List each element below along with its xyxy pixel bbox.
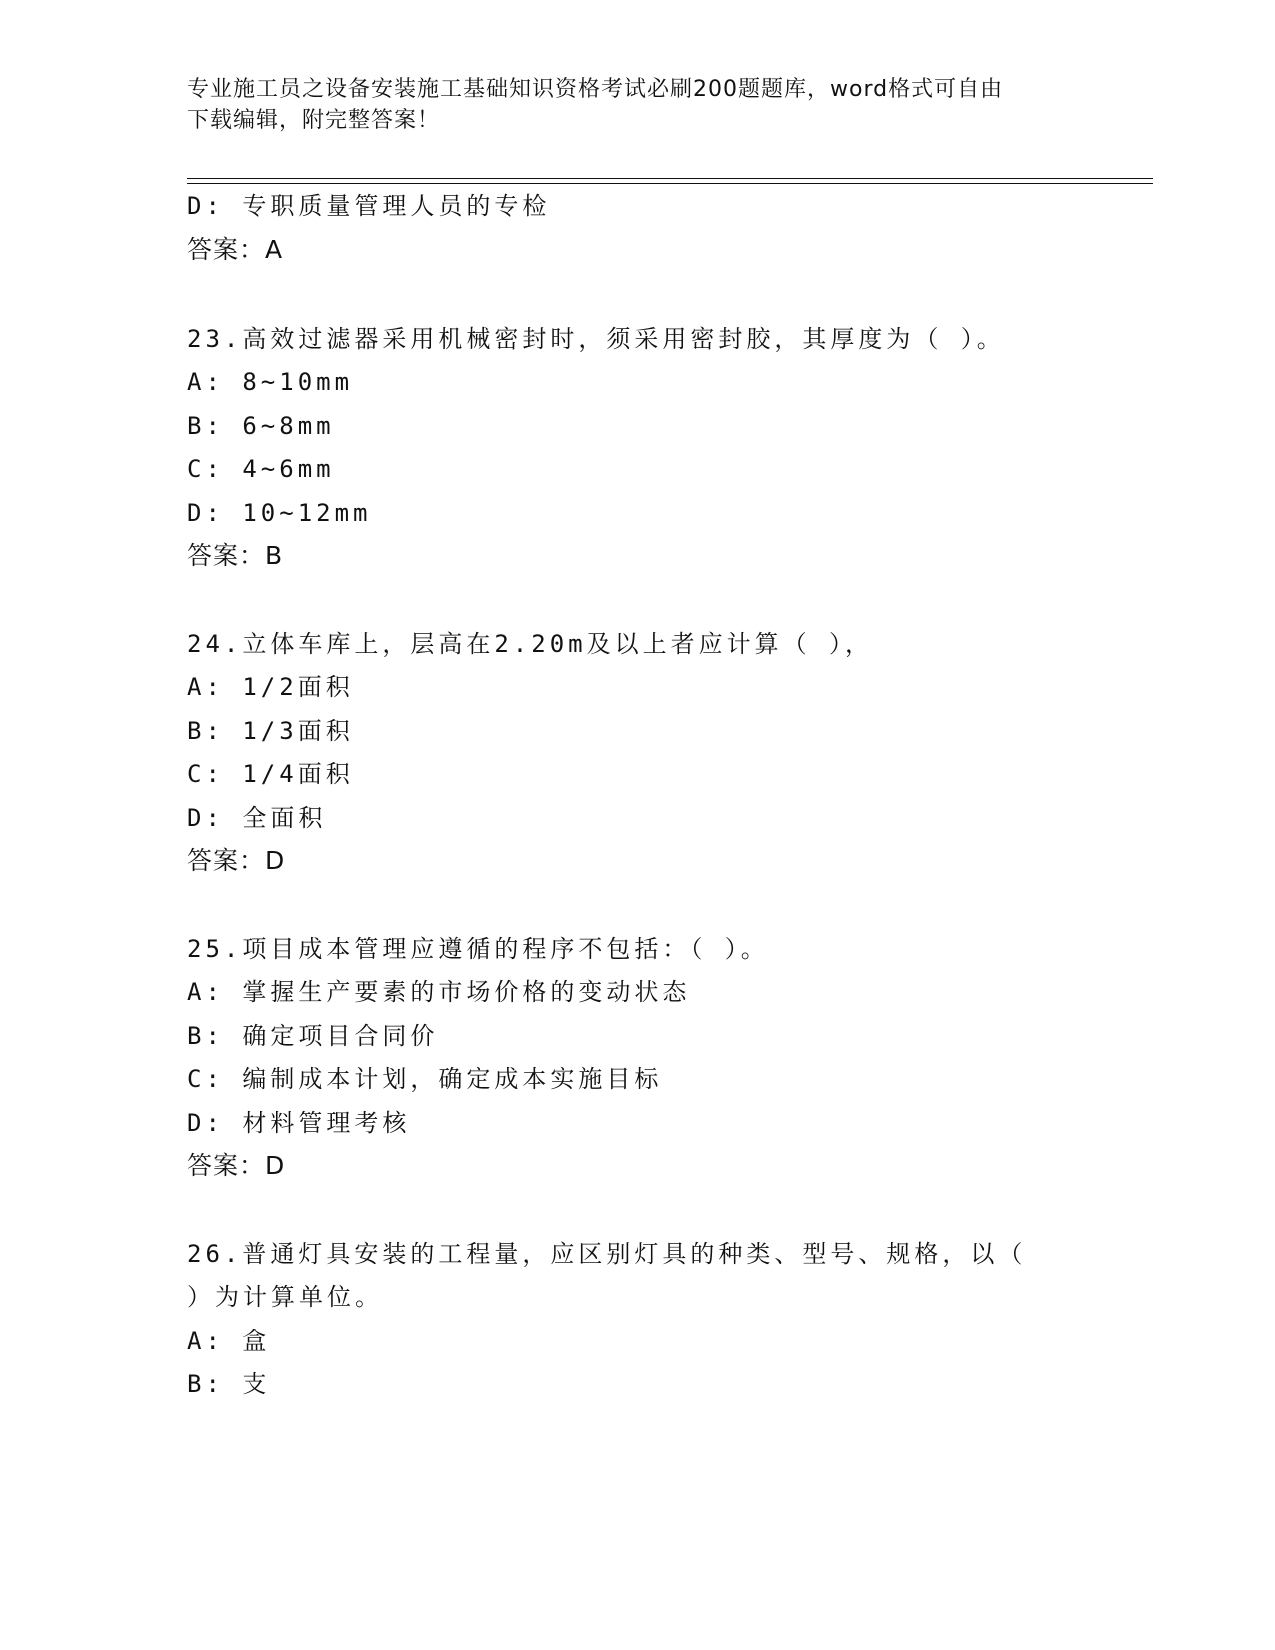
question-25-answer: 答案：D — [187, 1151, 286, 1180]
question-25-option-a: A: 掌握生产要素的市场价格的变动状态 — [187, 978, 691, 1006]
header-title-line-1: 专业施工员之设备安装施工基础知识资格考试必刷200题题库，word格式可自由 — [187, 77, 1004, 102]
question-24-option-c: C: 1/4面积 — [187, 760, 354, 788]
prev-question-answer: 答案：A — [187, 235, 284, 264]
question-26-stem-line-1: 26.普通灯具安装的工程量，应区别灯具的种类、型号、规格，以（ — [187, 1240, 1027, 1268]
question-24-option-a: A: 1/2面积 — [187, 673, 354, 701]
header-title-line-2: 下载编辑，附完整答案！ — [187, 108, 441, 133]
question-23-answer: 答案：B — [187, 541, 284, 570]
question-24-option-d: D: 全面积 — [187, 804, 327, 832]
question-25-option-d: D: 材料管理考核 — [187, 1109, 411, 1137]
question-26-option-b: B: 支 — [187, 1370, 271, 1398]
question-26-option-a: A: 盒 — [187, 1327, 271, 1355]
question-24-option-b: B: 1/3面积 — [187, 717, 354, 745]
question-25-option-c: C: 编制成本计划，确定成本实施目标 — [187, 1065, 663, 1093]
question-23-option-a: A: 8~10mm — [187, 368, 354, 396]
header-divider-top — [187, 178, 1153, 179]
question-24-stem: 24.立体车库上，层高在2.20m及以上者应计算（ ）， — [187, 630, 874, 658]
question-23-option-d: D: 10~12mm — [187, 499, 372, 527]
question-24-answer: 答案：D — [187, 846, 286, 875]
question-23-option-c: C: 4~6mm — [187, 455, 335, 483]
document-header — [187, 74, 1087, 136]
question-23-option-b: B: 6~8mm — [187, 412, 335, 440]
question-26-stem-line-2: ）为计算单位。 — [187, 1283, 383, 1311]
question-25-stem: 25.项目成本管理应遵循的程序不包括：（ ）。 — [187, 935, 769, 963]
header-divider-bottom — [187, 183, 1153, 184]
prev-question-option-d: D: 专职质量管理人员的专检 — [187, 192, 551, 220]
question-23-stem: 23.高效过滤器采用机械密封时，须采用密封胶，其厚度为（ ）。 — [187, 325, 1005, 353]
question-25-option-b: B: 确定项目合同价 — [187, 1022, 439, 1050]
